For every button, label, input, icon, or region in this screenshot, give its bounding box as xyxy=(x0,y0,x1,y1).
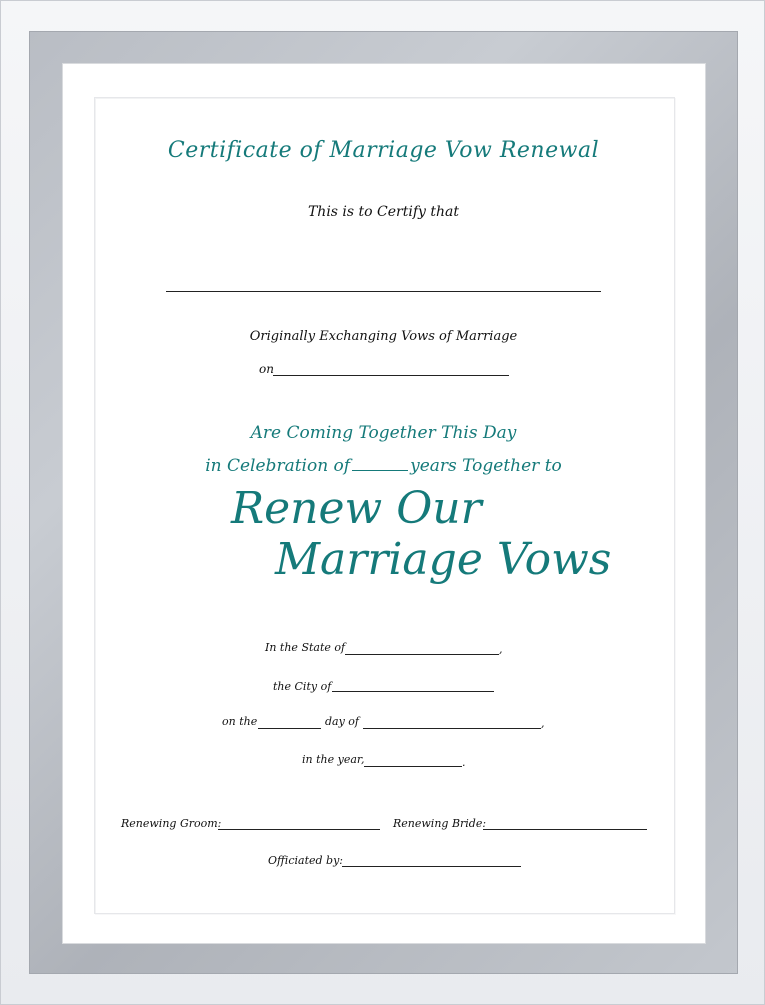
celebration-text xyxy=(1,456,765,476)
groom-label: Renewing Groom: xyxy=(121,817,222,830)
celebration-suffix: years Together to xyxy=(410,456,562,476)
state-trail: , xyxy=(499,643,503,656)
day-line xyxy=(258,728,321,729)
bride-label: Renewing Bride: xyxy=(393,817,487,830)
officiant-label: Officiated by: xyxy=(268,854,343,867)
renew-headline-line1: Renew Our xyxy=(231,483,482,534)
years-blank xyxy=(352,456,408,471)
names-line xyxy=(166,291,601,292)
officiant-signature-line xyxy=(342,866,521,867)
certify-text: This is to Certify that xyxy=(307,204,460,220)
city-line xyxy=(332,691,494,692)
renew-headline-line2: Marriage Vows xyxy=(275,534,612,585)
originally-text: Originally Exchanging Vows of Marriage xyxy=(249,329,518,344)
coming-together-text: Are Coming Together This Day xyxy=(250,423,517,443)
on-label: on xyxy=(259,362,274,376)
groom-signature-line xyxy=(218,829,380,830)
year-trail: . xyxy=(462,756,466,769)
certificate-title: Certificate of Marriage Vow Renewal xyxy=(167,138,600,163)
year-line xyxy=(364,766,462,767)
celebration-prefix: in Celebration of xyxy=(205,456,351,476)
city-label: the City of xyxy=(273,680,332,693)
on-the-label: on the xyxy=(222,715,258,728)
state-line xyxy=(345,654,499,655)
bride-signature-line xyxy=(483,829,647,830)
month-line xyxy=(363,728,541,729)
day-of-label: day of xyxy=(325,715,360,728)
day-trail: , xyxy=(541,717,545,730)
year-label: in the year, xyxy=(302,753,365,766)
original-date-line xyxy=(273,375,509,376)
state-label: In the State of xyxy=(265,641,346,654)
